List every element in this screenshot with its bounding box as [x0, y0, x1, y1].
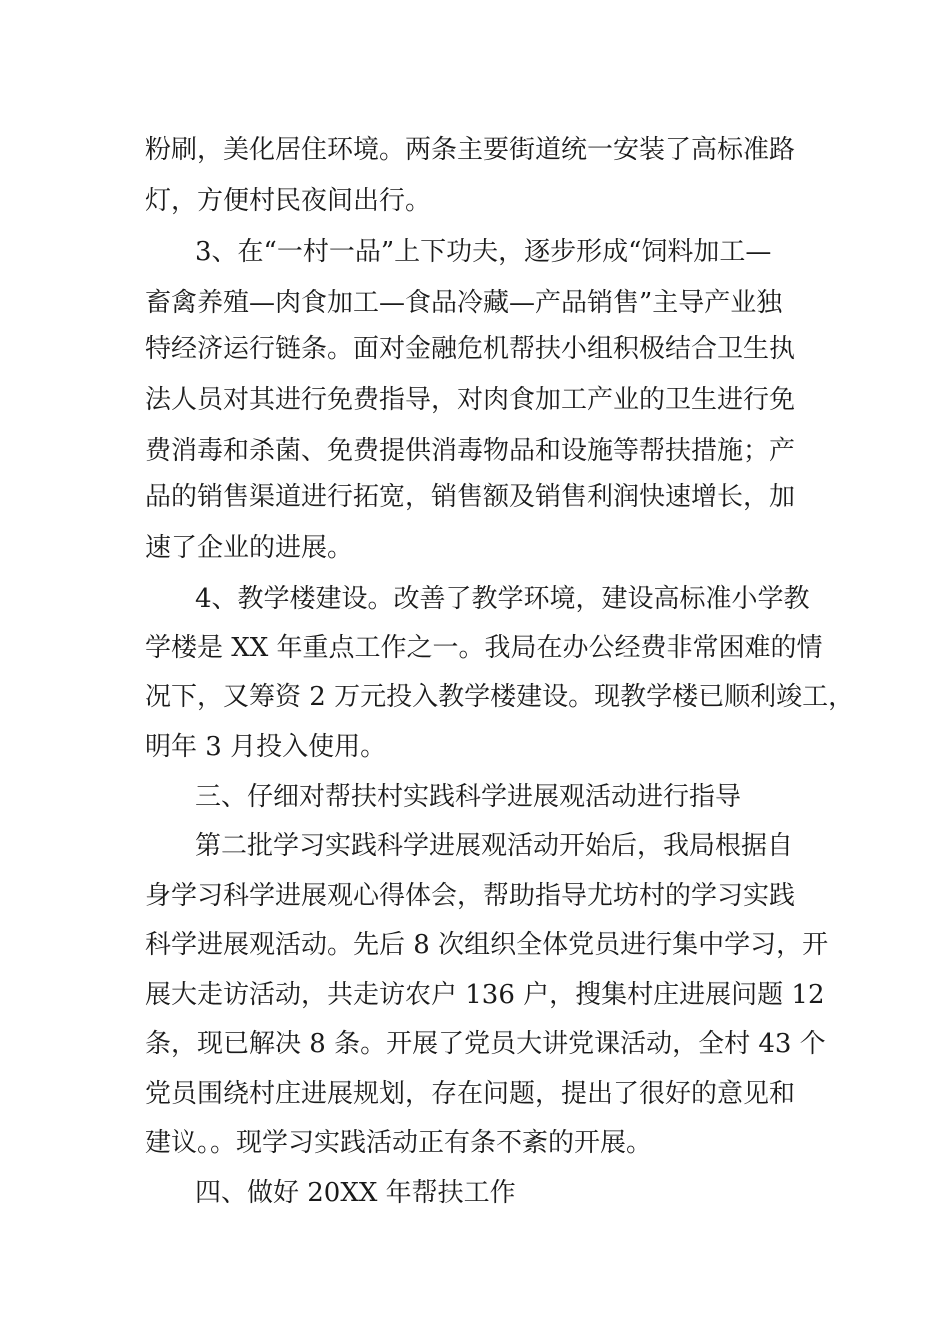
text-line: 明年 3 月投入使用。 [145, 732, 387, 762]
text-line: 学楼是 XX 年重点工作之一。我局在办公经费非常困难的情 [145, 633, 823, 663]
text-line: 费消毒和杀菌、免费提供消毒物品和设施等帮扶措施；产 [145, 436, 796, 466]
text-line: 粉刷，美化居住环境。两条主要街道统一安装了高标准路 [145, 135, 796, 165]
text-line: 畜禽养殖—肉食加工—食品冷藏—产品销售”主导产业独 [145, 288, 783, 318]
text-line: 建议。。现学习实践活动正有条不紊的开展。 [145, 1128, 653, 1158]
text-line: 4、教学楼建设。改善了教学环境，建设高标准小学教 [195, 584, 810, 614]
section-heading: 四、做好 20XX 年帮扶工作 [195, 1178, 516, 1208]
text-line: 科学进展观活动。先后 8 次组织全体党员进行集中学习，开 [145, 930, 829, 960]
text-line: 党员围绕村庄进展规划，存在问题，提出了很好的意见和 [145, 1079, 796, 1109]
text-line: 特经济运行链条。面对金融危机帮扶小组积极结合卫生执 [145, 334, 796, 364]
text-line: 身学习科学进展观心得体会，帮助指导尤坊村的学习实践 [145, 881, 796, 911]
text-line: 展大走访活动，共走访农户 136 户，搜集村庄进展问题 12 [145, 980, 825, 1010]
text-line: 灯，方便村民夜间出行。 [145, 186, 432, 216]
text-line: 第二批学习实践科学进展观活动开始后，我局根据自 [195, 831, 794, 861]
text-line: 况下，又筹资 2 万元投入教学楼建设。现教学楼已顺利竣工， [145, 682, 855, 712]
text-line: 速了企业的进展。 [145, 533, 354, 563]
text-line: 条，现已解决 8 条。开展了党员大讲党课活动，全村 43 个 [145, 1029, 826, 1059]
section-heading: 三、仔细对帮扶村实践科学进展观活动进行指导 [195, 782, 742, 812]
text-line: 品的销售渠道进行拓宽，销售额及销售利润快速增长，加 [145, 482, 796, 512]
text-line: 3、在“一村一品”上下功夫，逐步形成“饲料加工— [195, 237, 772, 267]
text-line: 法人员对其进行免费指导，对肉食加工产业的卫生进行免 [145, 385, 796, 415]
